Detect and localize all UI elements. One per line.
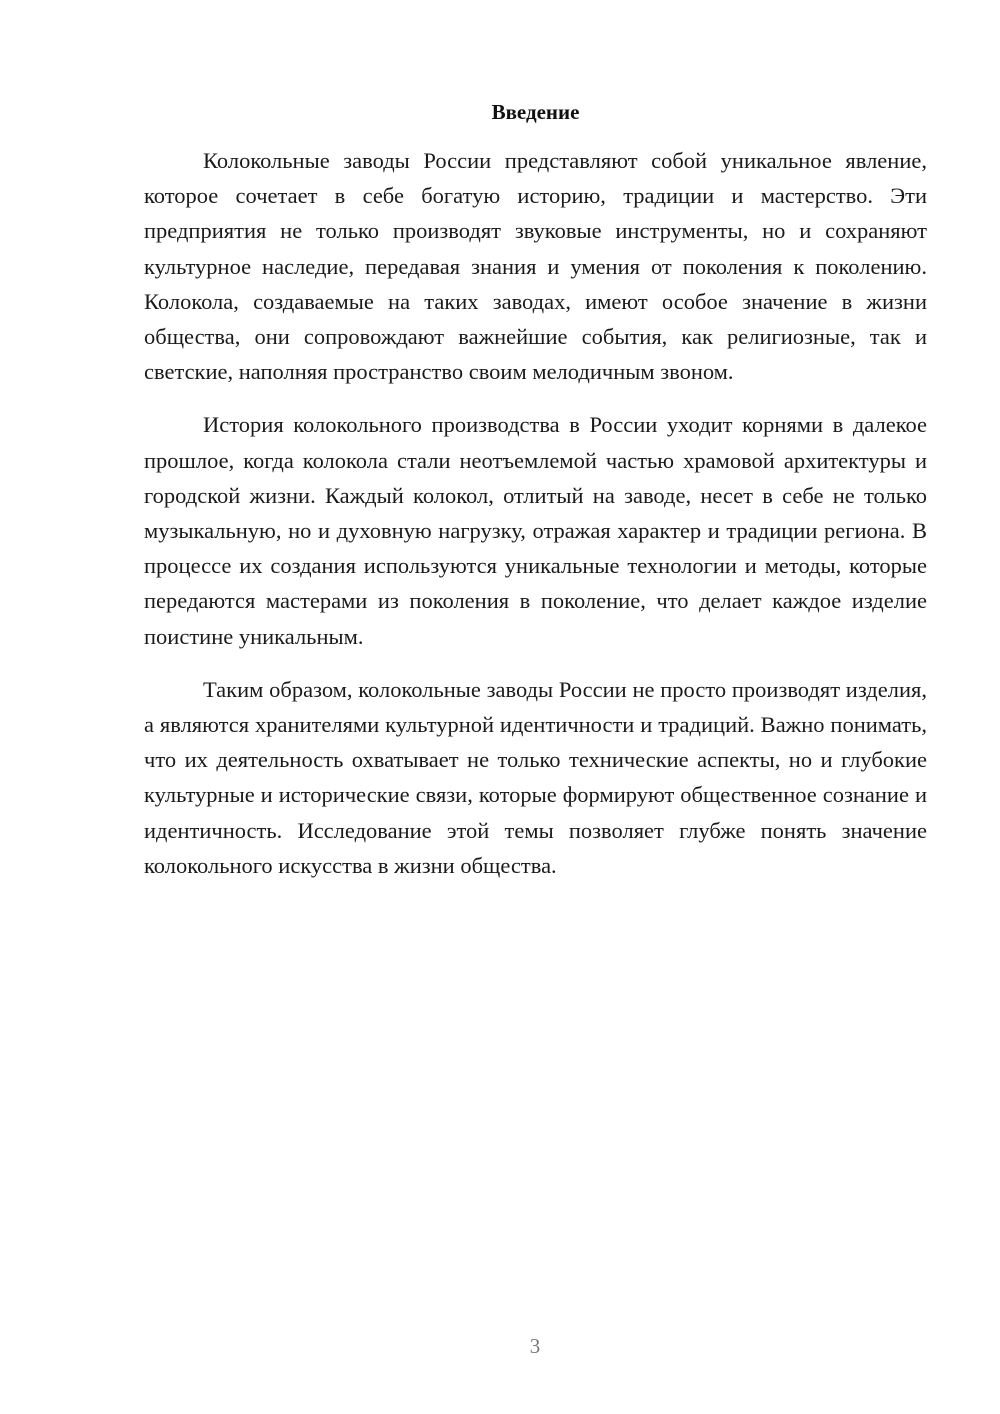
page-number: 3 xyxy=(529,1334,541,1358)
paragraph-3: Таким образом, колокольные заводы России не просто производят изделия, а являются хранителями культурной идентичности и традиций. Важно понимать, что их деятельность охватывает не только технические аспекты, но и глубокие культурные и исторические связи, которые формируют общественное сознание и идентичность. Исследование этой темы позволяет глубже понять значение колокольного искусства в жизни общества. xyxy=(144,676,927,878)
paragraph-2: История колокольного производства в России уходит корнями в далекое прошлое, когда колокола стали неотъемлемой частью храмовой архитектуры и городской жизни. Каждый колокол, отлитый на заводе, несет в себе не только музыкальную, но и духовную нагрузку, отражая характер и традиции региона. В процессе их создания используются уникальные технологии и методы, которые передаются мастерами из поколения в поколение, что делает каждое изделие поистине уникальным. xyxy=(144,412,927,649)
section-heading: Введение xyxy=(491,100,580,124)
body-text xyxy=(144,143,927,901)
paragraph-1: Колокольные заводы России представляют собой уникальное явление, которое сочетает в себе богатую историю, традиции и мастерство. Эти предприятия не только производят звуковые инструменты, но и сохраняют культурное наследие, передавая знания и умения от поколения к поколению. Колокола, создаваемые на таких заводах, имеют особое значение в жизни общества, они сопровождают важнейшие события, как религиозные, так и светские, наполняя пространство своим мелодичным звоном. xyxy=(144,148,927,385)
